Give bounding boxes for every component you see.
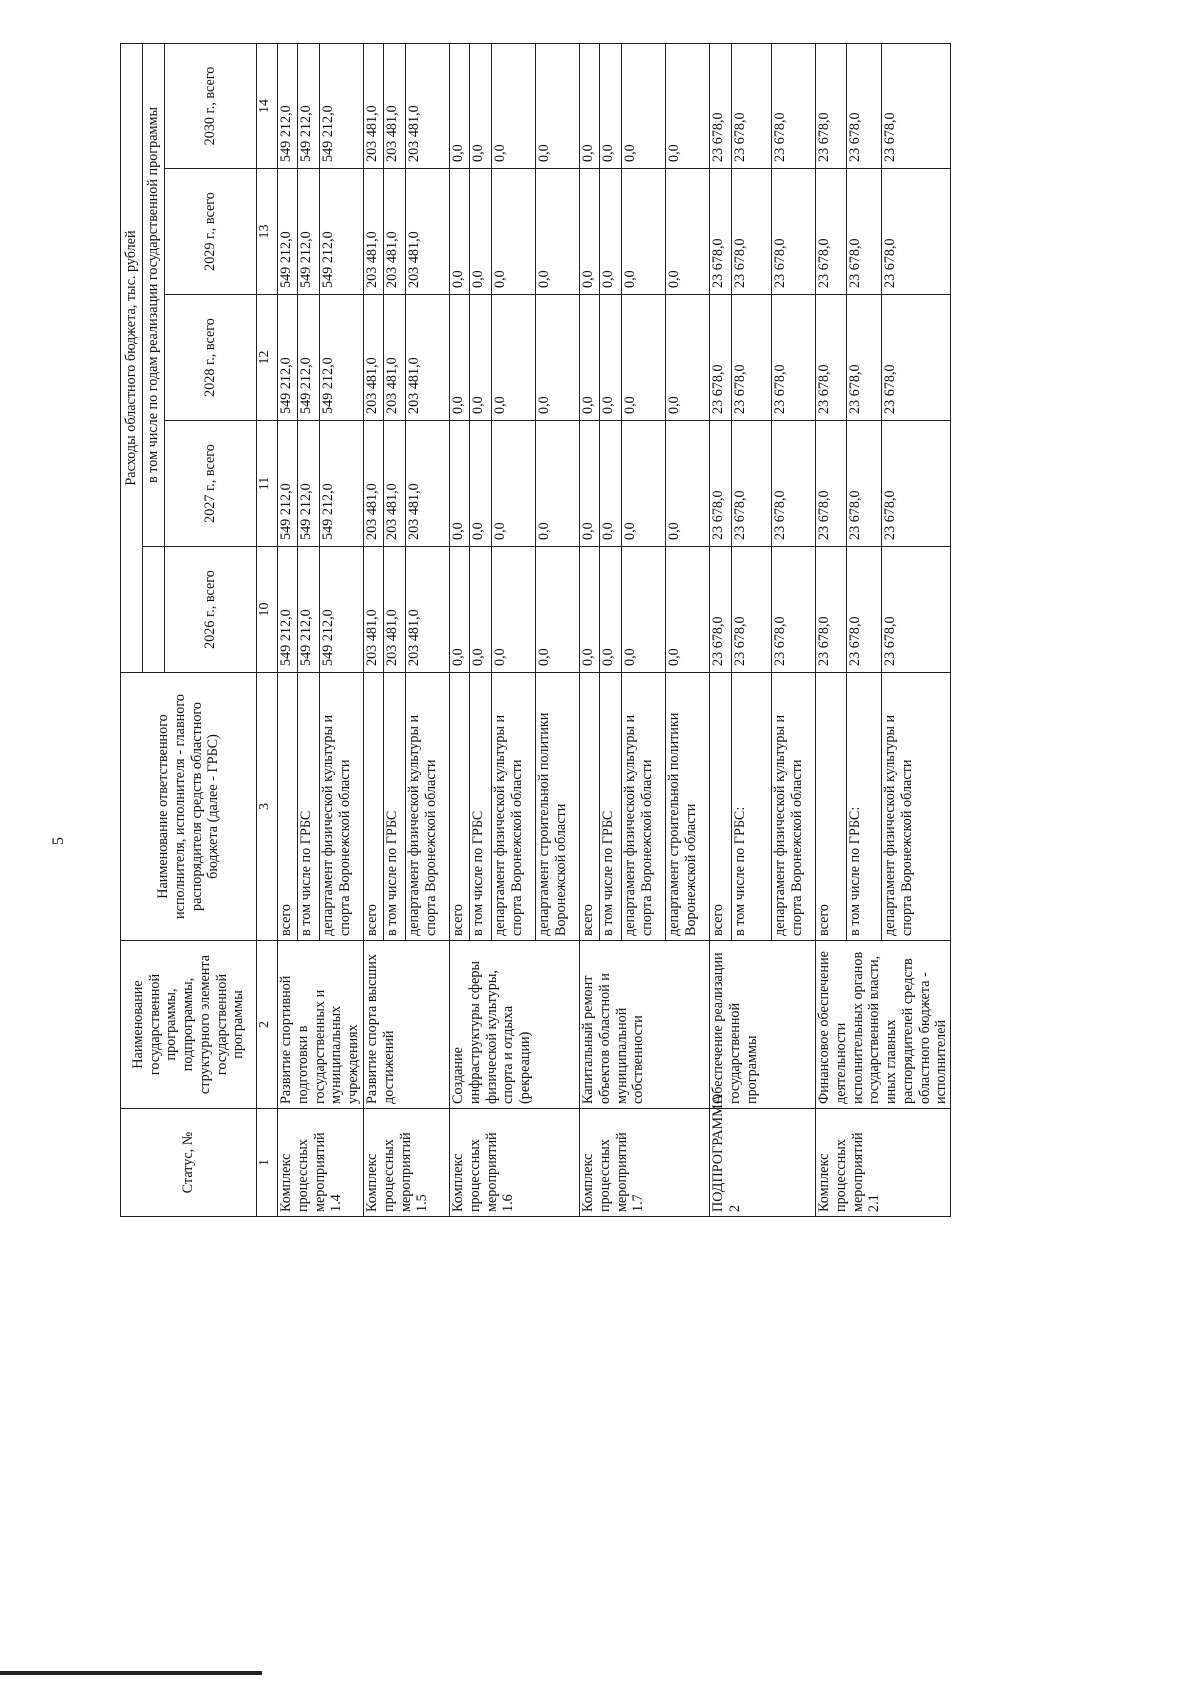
header-year-2027: 2027 г., всего — [165, 421, 257, 547]
value-cell: 0,0 — [600, 421, 622, 547]
value-cell: 203 481,0 — [406, 43, 450, 168]
value-cell: 549 212,0 — [320, 547, 364, 673]
value-cell: 0,0 — [580, 547, 600, 673]
value-cell: 203 481,0 — [406, 547, 450, 673]
value-cell: 0,0 — [492, 43, 536, 168]
value-cell: 23 678,0 — [847, 547, 882, 673]
value-cell: 203 481,0 — [384, 43, 406, 168]
value-cell: 0,0 — [536, 547, 580, 673]
executor-cell: департамент строительной политики Воронежской области — [666, 673, 710, 941]
group-name: Создание инфраструктуры сферы физической культуры, спорта и отдыха (рекреации) — [450, 941, 580, 1109]
value-cell: 0,0 — [600, 295, 622, 421]
executor-cell: в том числе по ГРБС — [470, 673, 492, 941]
value-cell: 203 481,0 — [406, 421, 450, 547]
table-row — [364, 43, 384, 1216]
value-cell: 23 678,0 — [732, 421, 772, 547]
table-body — [278, 43, 951, 1216]
value-cell: 23 678,0 — [847, 295, 882, 421]
executor-cell: всего — [816, 673, 847, 941]
value-cell: 203 481,0 — [406, 169, 450, 295]
value-cell: 549 212,0 — [298, 295, 320, 421]
value-cell: 0,0 — [536, 43, 580, 168]
value-cell: 203 481,0 — [406, 295, 450, 421]
header-year-2028: 2028 г., всего — [165, 295, 257, 421]
column-number: 10 — [257, 547, 278, 673]
value-cell: 0,0 — [622, 43, 666, 168]
value-cell: 0,0 — [470, 421, 492, 547]
value-cell: 549 212,0 — [298, 547, 320, 673]
executor-cell: в том числе по ГРБС — [600, 673, 622, 941]
value-cell: 0,0 — [536, 295, 580, 421]
executor-cell: департамент физической культуры и спорта Воронежской области — [406, 673, 450, 941]
header-program-name: Наименование государственной программы, подпрограммы, структурного элемента государственной программы — [121, 941, 257, 1109]
group-status: ПОДПРОГРАММА 2 — [710, 1109, 816, 1217]
value-cell: 23 678,0 — [732, 169, 772, 295]
value-cell: 23 678,0 — [881, 295, 950, 421]
value-cell: 0,0 — [622, 295, 666, 421]
executor-cell: всего — [278, 673, 298, 941]
value-cell: 23 678,0 — [772, 421, 816, 547]
value-cell: 0,0 — [470, 295, 492, 421]
column-number: 1 — [257, 1109, 278, 1217]
executor-cell: департамент физической культуры и спорта Воронежской области — [320, 673, 364, 941]
value-cell: 23 678,0 — [732, 547, 772, 673]
executor-cell: в том числе по ГРБС — [384, 673, 406, 941]
column-number-row — [257, 43, 278, 1216]
value-cell: 0,0 — [492, 547, 536, 673]
value-cell: 23 678,0 — [732, 43, 772, 168]
page-number: 5 — [50, 837, 67, 845]
value-cell: 23 678,0 — [710, 43, 732, 168]
group-status: Комплекс процессных мероприятий 1.5 — [364, 1109, 450, 1217]
value-cell: 0,0 — [666, 169, 710, 295]
value-cell: 0,0 — [580, 43, 600, 168]
value-cell: 203 481,0 — [384, 295, 406, 421]
value-cell: 203 481,0 — [364, 421, 384, 547]
value-cell: 23 678,0 — [881, 169, 950, 295]
value-cell: 23 678,0 — [816, 547, 847, 673]
value-cell: 0,0 — [666, 421, 710, 547]
value-cell: 23 678,0 — [816, 43, 847, 168]
table-row — [278, 43, 298, 1216]
value-cell: 23 678,0 — [881, 547, 950, 673]
column-number: 11 — [257, 421, 278, 547]
value-cell: 0,0 — [622, 547, 666, 673]
group-status: Комплекс процессных мероприятий 2.1 — [816, 1109, 951, 1217]
value-cell: 0,0 — [470, 43, 492, 168]
executor-cell: департамент физической культуры и спорта Воронежской области — [881, 673, 950, 941]
table-row — [816, 43, 847, 1216]
group-name: Финансовое обеспечение деятельности исполнительных органов государственной власти, иных главных распорядителей средств областного бюджета - исполнителей — [816, 941, 951, 1109]
value-cell: 203 481,0 — [364, 547, 384, 673]
value-cell: 0,0 — [470, 547, 492, 673]
value-cell: 0,0 — [450, 169, 470, 295]
value-cell: 23 678,0 — [881, 421, 950, 547]
value-cell: 23 678,0 — [732, 295, 772, 421]
value-cell: 549 212,0 — [298, 43, 320, 168]
value-cell: 0,0 — [450, 295, 470, 421]
group-name: Развитие спорта высших достижений — [364, 941, 450, 1109]
group-status: Комплекс процессных мероприятий 1.6 — [450, 1109, 580, 1217]
column-number: 13 — [257, 169, 278, 295]
rotated-table-container — [120, 44, 1080, 1217]
value-cell: 23 678,0 — [881, 43, 950, 168]
value-cell: 0,0 — [492, 169, 536, 295]
group-status: Комплекс процессных мероприятий 1.7 — [580, 1109, 710, 1217]
value-cell: 549 212,0 — [298, 169, 320, 295]
header-status: Статус, № — [121, 1109, 257, 1217]
group-name: Развитие спортивной подготовки в государственных и муниципальных учреждениях — [278, 941, 364, 1109]
value-cell: 203 481,0 — [364, 295, 384, 421]
value-cell: 203 481,0 — [384, 547, 406, 673]
header-expenses: Расходы областного бюджета, тыс. рублей — [121, 43, 143, 672]
value-cell: 203 481,0 — [384, 421, 406, 547]
value-cell: 23 678,0 — [710, 421, 732, 547]
value-cell: 23 678,0 — [847, 43, 882, 168]
value-cell: 0,0 — [666, 295, 710, 421]
group-status: Комплекс процессных мероприятий 1.4 — [278, 1109, 364, 1217]
value-cell: 203 481,0 — [384, 169, 406, 295]
value-cell: 0,0 — [666, 43, 710, 168]
executor-cell: департамент физической культуры и спорта Воронежской области — [622, 673, 666, 941]
executor-cell: всего — [450, 673, 470, 941]
value-cell: 23 678,0 — [816, 169, 847, 295]
value-cell: 0,0 — [666, 547, 710, 673]
value-cell: 0,0 — [622, 421, 666, 547]
executor-cell: департамент физической культуры и спорта Воронежской области — [492, 673, 536, 941]
value-cell: 23 678,0 — [847, 421, 882, 547]
value-cell: 0,0 — [450, 43, 470, 168]
value-cell: 23 678,0 — [772, 169, 816, 295]
value-cell: 549 212,0 — [298, 421, 320, 547]
value-cell: 23 678,0 — [847, 169, 882, 295]
value-cell: 0,0 — [600, 43, 622, 168]
column-number: 3 — [257, 673, 278, 941]
bottom-rule — [0, 1671, 262, 1675]
value-cell: 0,0 — [536, 421, 580, 547]
value-cell: 0,0 — [580, 421, 600, 547]
value-cell: 549 212,0 — [320, 169, 364, 295]
executor-cell: в том числе по ГРБС: — [732, 673, 772, 941]
value-cell: 23 678,0 — [710, 547, 732, 673]
value-cell: 23 678,0 — [772, 547, 816, 673]
executor-cell: в том числе по ГРБС: — [847, 673, 882, 941]
value-cell: 0,0 — [470, 169, 492, 295]
header-executor: Наименование ответственного исполнителя, исполнителя - главного распорядителя средств областного бюджета (далее - ГРБС) — [121, 673, 257, 941]
value-cell: 23 678,0 — [816, 295, 847, 421]
value-cell: 0,0 — [492, 295, 536, 421]
value-cell: 0,0 — [450, 421, 470, 547]
executor-cell: всего — [364, 673, 384, 941]
value-cell: 0,0 — [450, 547, 470, 673]
value-cell: 0,0 — [600, 547, 622, 673]
header-by-years: в том числе по годам реализации государственной программы — [143, 43, 165, 546]
value-cell: 549 212,0 — [320, 43, 364, 168]
column-number: 2 — [257, 941, 278, 1109]
value-cell: 23 678,0 — [710, 169, 732, 295]
executor-cell: всего — [580, 673, 600, 941]
budget-table — [120, 43, 951, 1217]
value-cell: 0,0 — [580, 169, 600, 295]
group-name: Обеспечение реализации государственной программы — [710, 941, 816, 1109]
table-row — [580, 43, 600, 1216]
header-year-2029: 2029 г., всего — [165, 169, 257, 295]
value-cell: 23 678,0 — [710, 295, 732, 421]
value-cell: 23 678,0 — [772, 43, 816, 168]
value-cell: 549 212,0 — [278, 43, 298, 168]
value-cell: 0,0 — [580, 295, 600, 421]
value-cell: 549 212,0 — [320, 295, 364, 421]
table-row — [450, 43, 470, 1216]
column-number: 14 — [257, 43, 278, 168]
value-cell: 549 212,0 — [278, 421, 298, 547]
header-year-2030: 2030 г., всего — [165, 43, 257, 168]
value-cell: 23 678,0 — [816, 421, 847, 547]
group-name: Капитальный ремонт объектов областной и муниципальной собственности — [580, 941, 710, 1109]
value-cell: 0,0 — [600, 169, 622, 295]
value-cell: 549 212,0 — [320, 421, 364, 547]
executor-cell: всего — [710, 673, 732, 941]
value-cell: 203 481,0 — [364, 169, 384, 295]
value-cell: 0,0 — [622, 169, 666, 295]
executor-cell: департамент строительной политики Воронежской области — [536, 673, 580, 941]
executor-cell: в том числе по ГРБС — [298, 673, 320, 941]
header-year-2026: 2026 г., всего — [165, 547, 257, 673]
value-cell: 0,0 — [492, 421, 536, 547]
value-cell: 203 481,0 — [364, 43, 384, 168]
column-number: 12 — [257, 295, 278, 421]
value-cell: 549 212,0 — [278, 295, 298, 421]
table-row — [710, 43, 732, 1216]
value-cell: 549 212,0 — [278, 547, 298, 673]
value-cell: 549 212,0 — [278, 169, 298, 295]
executor-cell: департамент физической культуры и спорта Воронежской области — [772, 673, 816, 941]
value-cell: 23 678,0 — [772, 295, 816, 421]
value-cell: 0,0 — [536, 169, 580, 295]
